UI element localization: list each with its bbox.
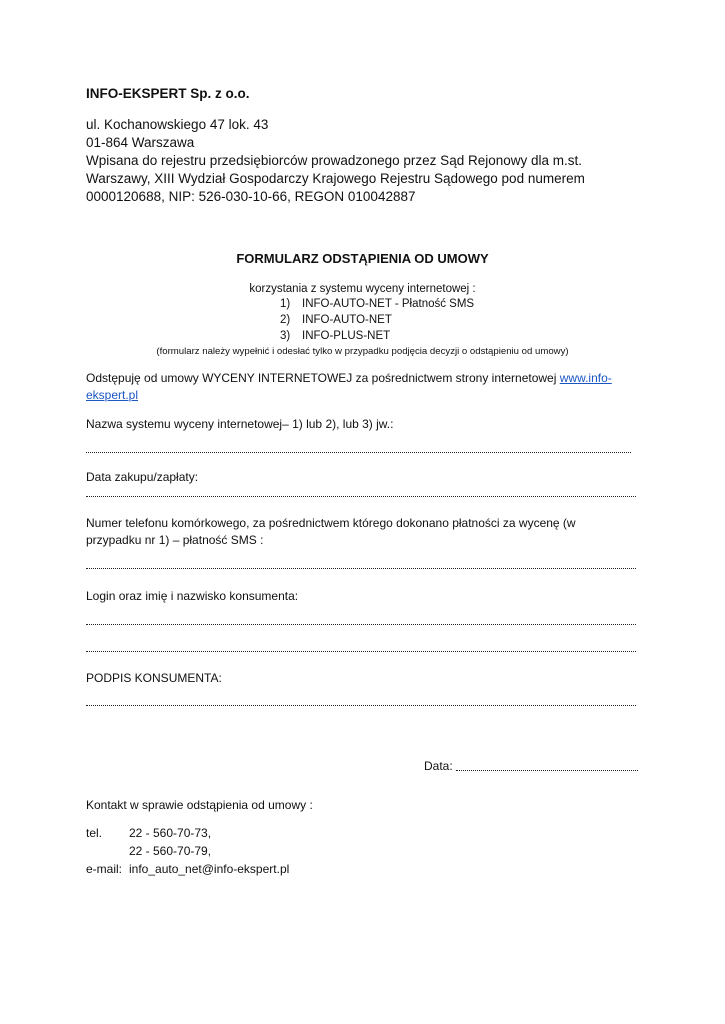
company-registry-line: 0000120688, NIP: 526-030-10-66, REGON 010042887 (86, 189, 416, 204)
field-signature-label: PODPIS KONSUMENTA: (86, 671, 222, 685)
contact-email: info_auto_net@info-ekspert.pl (129, 862, 290, 876)
website-link[interactable]: www.info- (559, 371, 612, 385)
contact-tel-label: tel. (86, 826, 103, 840)
field-date-label: Data zakupu/zapłaty: (86, 470, 199, 484)
field-system-label: Nazwa systemu wyceny internetowej– 1) lub 2), lub 3) jw.: (86, 417, 394, 431)
withdrawal-statement-cont (86, 387, 138, 404)
website-link[interactable]: ekspert.pl (86, 388, 139, 402)
field-phone-label-cont: przypadku nr 1) – płatność SMS : (86, 533, 264, 547)
company-registry-line: Wpisana do rejestru przedsiębiorców prowadzonego przez Sąd Rejonowy dla m.st. (86, 153, 582, 168)
contact-email-label: e-mail: (86, 862, 123, 876)
contact-phone: 22 - 560-70-73, (129, 826, 212, 840)
date-line[interactable] (456, 770, 638, 771)
company-name: INFO-EKSPERT Sp. z o.o. (86, 86, 250, 101)
company-address-line: 01-864 Warszawa (86, 135, 195, 150)
field-login-label: Login oraz imię i nazwisko konsumenta: (86, 589, 299, 603)
statement-text: Odstępuję od umowy WYCENY INTERNETOWEJ za pośrednictwem strony internetowej (86, 371, 560, 385)
option-label: INFO-AUTO-NET - Płatność SMS (302, 298, 475, 310)
form-subtitle: korzystania z systemu wyceny internetowej : (249, 283, 476, 295)
field-system-line[interactable] (86, 452, 631, 453)
option-number: 3) (280, 330, 291, 342)
field-phone-line[interactable] (86, 568, 636, 569)
field-phone-label: Numer telefonu komórkowego, za pośrednictwem którego dokonano płatności za wycenę (w (86, 516, 576, 530)
company-address-line: ul. Kochanowskiego 47 lok. 43 (86, 117, 269, 132)
withdrawal-statement (86, 370, 612, 387)
field-signature-line[interactable] (86, 705, 636, 706)
form-note: (formularz należy wypełnić i odesłać tylko w przypadku podjęcia decyzji o odstąpieniu od umowy) (156, 346, 569, 357)
date-label: Data: (424, 759, 453, 773)
company-registry-line: Warszawy, XIII Wydział Gospodarczy Krajowego Rejestru Sądowego pod numerem (86, 171, 585, 186)
option-label: INFO-AUTO-NET (302, 314, 392, 326)
field-login-line[interactable] (86, 624, 636, 625)
form-title: FORMULARZ ODSTĄPIENIA OD UMOWY (236, 251, 489, 266)
contact-heading: Kontakt w sprawie odstąpienia od umowy : (86, 798, 313, 812)
option-number: 1) (280, 298, 291, 310)
contact-phone: 22 - 560-70-79, (129, 844, 212, 858)
field-date-line[interactable] (86, 496, 636, 497)
option-number: 2) (280, 314, 291, 326)
field-name-line[interactable] (86, 651, 636, 652)
option-label: INFO-PLUS-NET (302, 330, 391, 342)
